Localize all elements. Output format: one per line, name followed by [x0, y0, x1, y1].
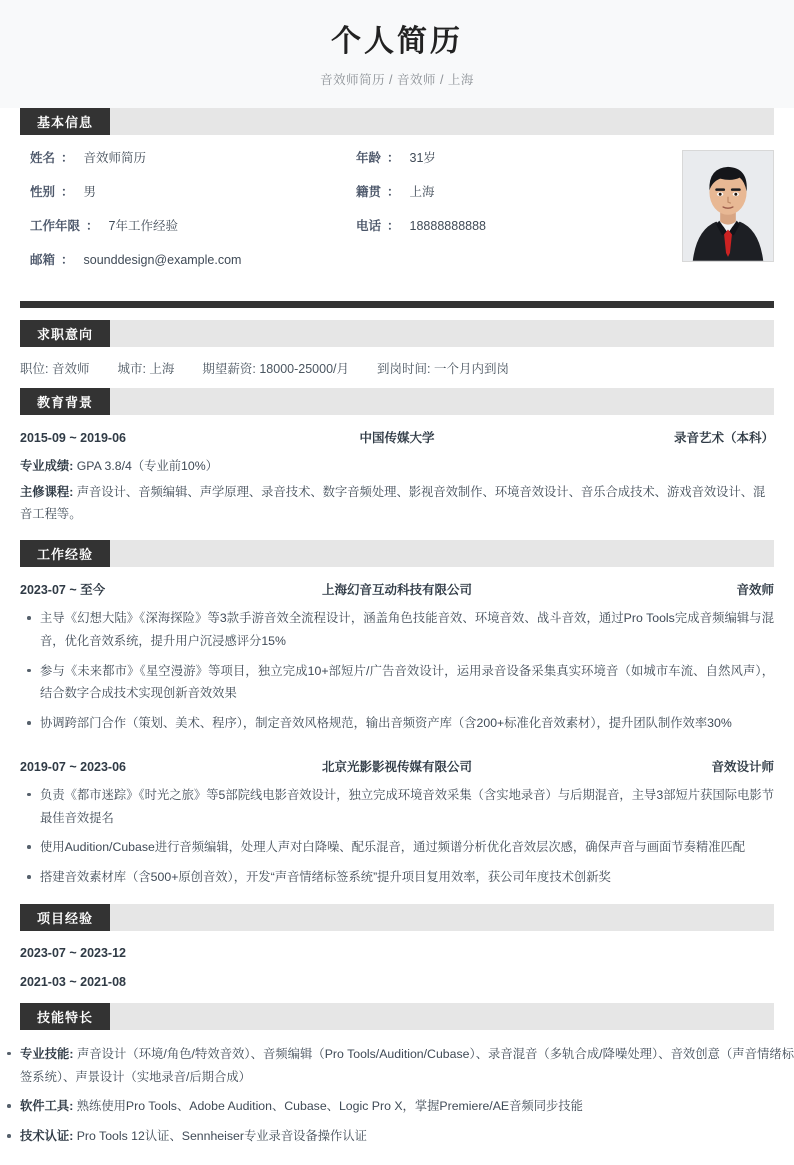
- list-item: [0, 1095, 794, 1118]
- skills-bullet-list: [0, 1043, 794, 1148]
- work-entry: [20, 744, 774, 898]
- section-header-project: [20, 904, 774, 931]
- skill-value: 熟练使用Pro Tools、Adobe Audition、Cubase、Logic Pro X，掌握Premiere/AE音频同步技能: [76, 1099, 583, 1114]
- skill-label: 软件工具:: [20, 1099, 74, 1114]
- resume-header: [0, 0, 794, 108]
- education-date: 2015-09 ~ 2019-06: [20, 431, 126, 445]
- field-phone-colon: ：: [387, 219, 400, 233]
- skill-label: 专业技能:: [20, 1046, 74, 1061]
- field-hometown-colon: ：: [387, 185, 400, 199]
- field-phone: [346, 216, 672, 234]
- field-name: [20, 148, 346, 166]
- work-bullet-list: [20, 607, 774, 735]
- page-title: 个人简历: [331, 25, 463, 58]
- field-hometown-label: 籍贯: [356, 185, 382, 199]
- list-item: 搭建音效素材库（含500+原创音效），开发“声音情绪标签系统”提升项目复用效率，获公司年度技术创新奖: [20, 866, 774, 889]
- work-entry-head: [20, 580, 774, 598]
- work-entry-head: [20, 757, 774, 775]
- work-title: 音效设计师: [711, 759, 774, 774]
- avatar-portrait-icon: [683, 151, 773, 261]
- field-email-value: sounddesign@example.com: [83, 253, 242, 267]
- section-header-objective: [20, 320, 774, 347]
- list-item: 参与《未来都市》《星空漫游》等项目，独立完成10+部短片/广告音效设计，运用录音设备采集真实环境音（如城市车流、自然风声），结合数字合成技术实现创新音效效果: [20, 660, 774, 705]
- work-date: 2019-07 ~ 2023-06: [20, 759, 126, 774]
- education-courses-line: [20, 481, 774, 526]
- section-divider: [20, 301, 774, 308]
- field-email: [20, 250, 672, 268]
- work-block: [0, 567, 794, 904]
- section-title-project: 项目经验: [20, 904, 110, 931]
- page-subtitle: 音效师简历 / 音效师 / 上海: [320, 73, 474, 87]
- objective-salary: 期望薪资: 18000-25000/月: [202, 362, 350, 376]
- work-company: 上海幻音互动科技有限公司: [321, 583, 472, 598]
- field-age: [346, 148, 672, 166]
- work-company: 北京光影影视传媒有限公司: [321, 759, 472, 774]
- section-title-objective: 求职意向: [20, 320, 110, 347]
- education-school: 中国传媒大学: [359, 431, 435, 445]
- objective-city: 城市: 上海: [117, 362, 175, 376]
- field-name-label: 姓名: [30, 151, 56, 165]
- skill-label: 技术认证:: [20, 1129, 74, 1144]
- basic-info-fields: [20, 148, 672, 284]
- education-gpa-line: [20, 455, 774, 478]
- field-experience-colon: ：: [86, 219, 99, 233]
- field-email-label: 邮箱: [30, 253, 56, 267]
- field-gender-label: 性别: [30, 185, 56, 199]
- list-item: [0, 1043, 794, 1088]
- avatar: [682, 150, 774, 262]
- field-phone-value: 18888888888: [409, 219, 487, 233]
- field-email-colon: ：: [61, 253, 74, 267]
- list-item: [0, 1125, 794, 1148]
- basic-info-block: [0, 135, 794, 290]
- objective-position: 职位: 音效师: [20, 362, 90, 376]
- work-date: 2023-07 ~ 至今: [20, 583, 106, 598]
- project-date: 2023-07 ~ 2023-12: [20, 945, 126, 960]
- skill-value: 声音设计（环境/角色/特效音效）、音频编辑（Pro Tools/Audition/Cubase）、录音混音（多轨合成/降噪处理）、音效创意（声音情绪标签系统）、声景设计（实地录音/后期合成）: [20, 1046, 794, 1084]
- field-age-colon: ：: [387, 151, 400, 165]
- field-age-label: 年龄: [356, 151, 382, 165]
- section-header-work: [20, 540, 774, 567]
- field-age-value: 31岁: [409, 151, 436, 165]
- field-experience: [20, 216, 346, 234]
- field-gender-value: 男: [83, 185, 97, 199]
- objective-block: [0, 347, 794, 388]
- education-courses-value: 声音设计、音频编辑、声学原理、录音技术、数字音频处理、影视音效制作、环境音效设计、音乐合成技术、游戏音效设计、混音工程等。: [20, 484, 766, 522]
- list-item: 使用Audition/Cubase进行音频编辑，处理人声对白降噪、配乐混音，通过频谱分析优化音效层次感，确保声音与画面节奏精准匹配: [20, 836, 774, 859]
- education-block: [0, 415, 794, 540]
- section-title-education: 教育背景: [20, 388, 110, 415]
- list-item: 负责《都市迷踪》《时光之旅》等5部院线电影音效设计，独立完成环境音效采集（含实地录音）与后期混音，主导3部短片获国际电影节最佳音效提名: [20, 784, 774, 829]
- field-phone-label: 电话: [356, 219, 382, 233]
- education-entry: [20, 415, 774, 531]
- project-date: 2021-03 ~ 2021-08: [20, 974, 126, 989]
- field-name-value: 音效师简历: [83, 151, 147, 165]
- field-experience-label: 工作年限: [30, 219, 81, 233]
- field-hometown-value: 上海: [409, 185, 435, 199]
- section-header-basic-info: [20, 108, 774, 135]
- field-gender-colon: ：: [61, 185, 74, 199]
- education-entry-head: [20, 428, 774, 446]
- skills-block: [0, 1030, 794, 1165]
- education-courses-label: 主修课程:: [20, 484, 74, 499]
- education-major: 录音艺术（本科）: [673, 431, 774, 445]
- list-item: 主导《幻想大陆》《深海探险》等3款手游音效全流程设计，涵盖角色技能音效、环境音效、战斗音效，通过Pro Tools完成音频编辑与混音，优化音效系统，提升用户沉浸感评分15%: [20, 607, 774, 652]
- education-gpa-value: GPA 3.8/4（专业前10%）: [76, 459, 218, 473]
- objective-availability: 到岗时间: 一个月内到岗: [377, 362, 509, 376]
- field-hometown: [346, 182, 672, 200]
- section-header-skills: [20, 1003, 774, 1030]
- section-header-education: [20, 388, 774, 415]
- skill-value: Pro Tools 12认证、Sennheiser专业录音设备操作认证: [76, 1129, 367, 1144]
- education-gpa-label: 专业成绩:: [20, 459, 74, 473]
- project-block: [0, 931, 794, 1003]
- section-title-work: 工作经验: [20, 540, 110, 567]
- field-experience-value: 7年工作经验: [108, 219, 178, 233]
- section-title-skills: 技能特长: [20, 1003, 110, 1030]
- section-title-basic-info: 基本信息: [20, 108, 110, 135]
- work-bullet-list: [20, 784, 774, 889]
- field-name-colon: ：: [61, 151, 74, 165]
- work-entry: [20, 567, 774, 744]
- field-gender: [20, 182, 346, 200]
- work-title: 音效师: [736, 583, 774, 598]
- list-item: 协调跨部门合作（策划、美术、程序），制定音效风格规范，输出音频资产库（含200+标准化音效素材），提升团队制作效率30%: [20, 712, 774, 735]
